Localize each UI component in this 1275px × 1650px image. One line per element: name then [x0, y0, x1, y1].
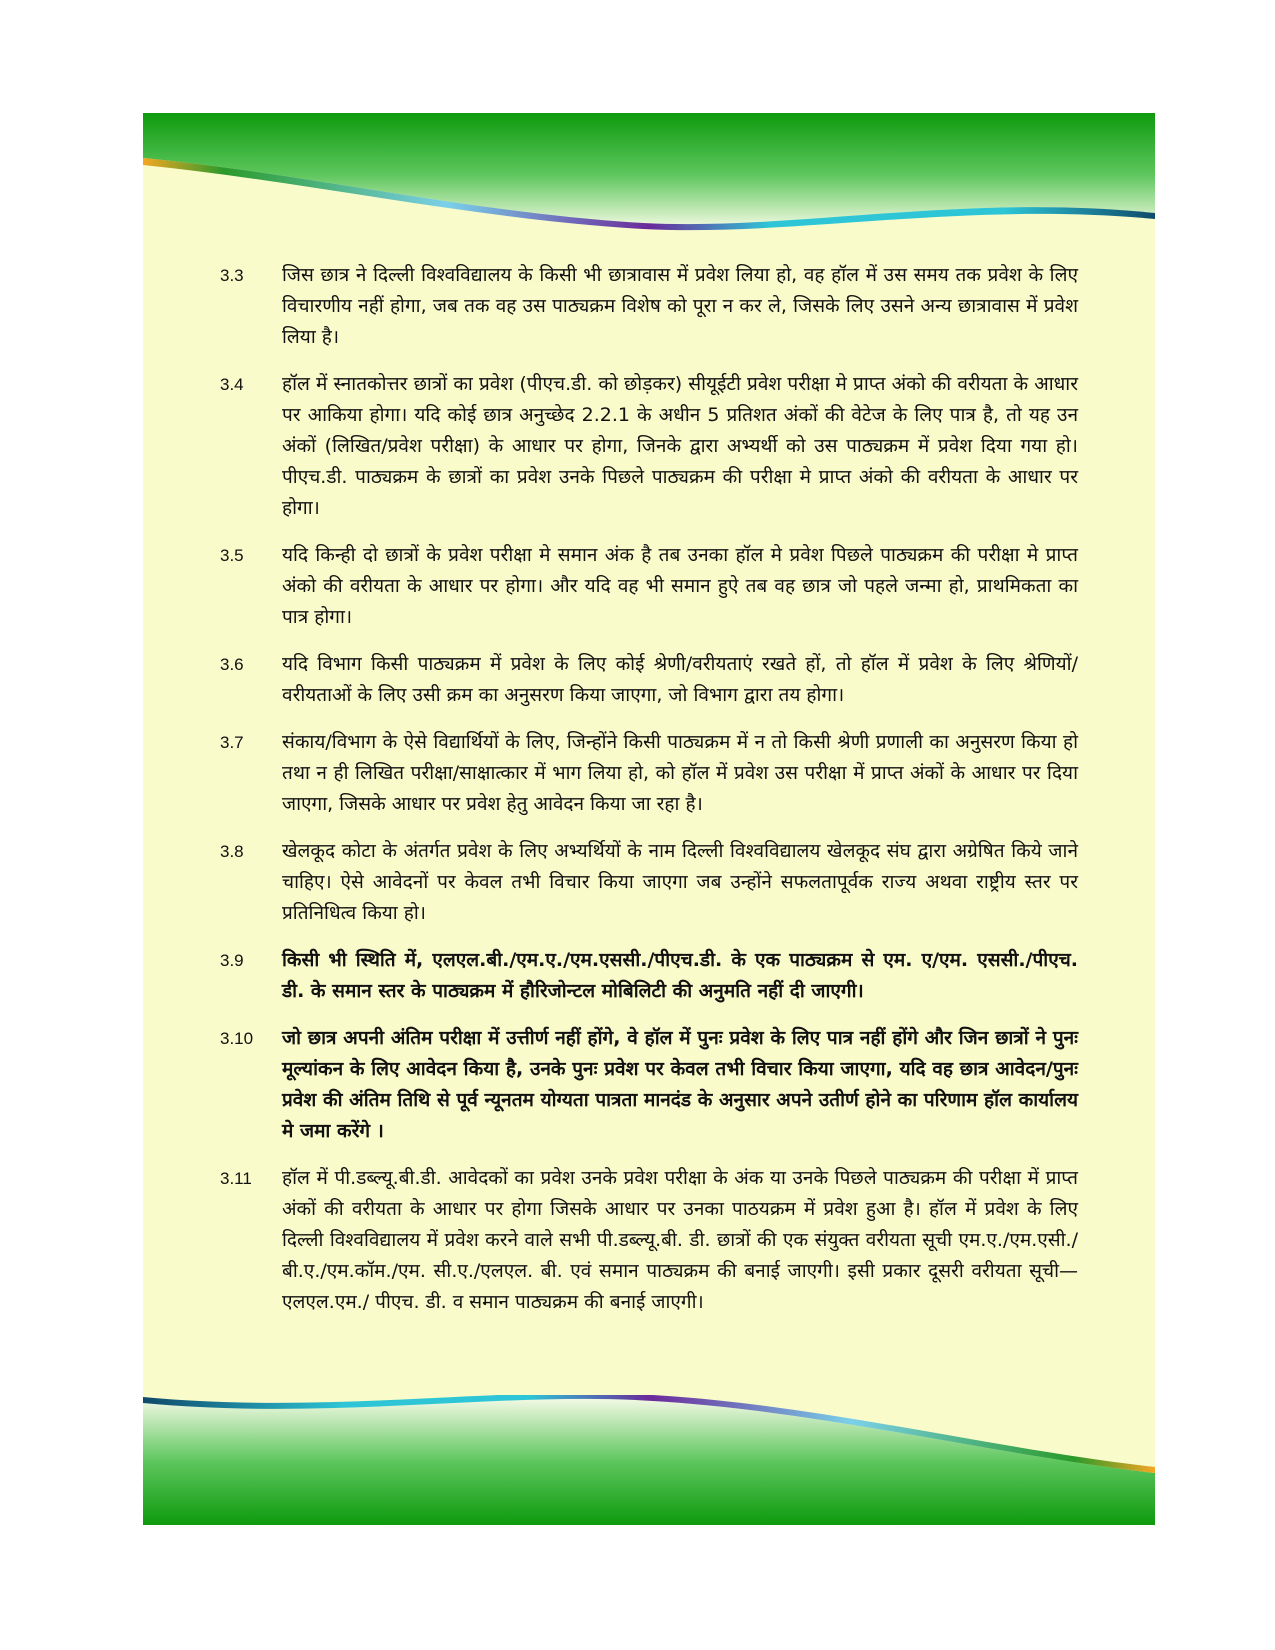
clause-number: 3.6	[220, 655, 244, 674]
clause-text: हॉल में स्नातकोत्तर छात्रों का प्रवेश (पीएच.डी. को छोड़कर) सीयूईटी प्रवेश परीक्षा मे प्राप्त अंको की वरीयता के आधार पर आकिया होगा। यदि कोई छात्र अनुच्छेद 2.2.1 के अधीन 5 प्रतिशत अंकों की वेटेज के लिए पात्र है, तो यह उन अंकों (लिखित/प्रवेश परीक्षा) के आधार पर होगा, जिनके द्वारा अभ्यर्थी को उस पाठ्यक्रम में प्रवेश दिया गया हो। पीएच.डी. पाठ्यक्रम के छात्रों का प्रवेश उनके पिछले पाठ्यक्रम की परीक्षा मे प्राप्त अंको की वरीयता के आधार पर होगा।	[282, 373, 1078, 519]
clause-3-7	[143, 727, 1155, 820]
clause-text: संकाय/विभाग के ऐसे विद्यार्थियों के लिए, जिन्होंने किसी पाठ्यक्रम में न तो किसी श्रेणी प्रणाली का अनुसरण किया हो तथा न ही लिखित परीक्षा/साक्षात्कार में भाग लिया हो, को हॉल में प्रवेश उस परीक्षा में प्राप्त अंकों के आधार पर दिया जाएगा, जिसके आधार पर प्रवेश हेतु आवेदन किया जा रहा है।	[282, 731, 1078, 815]
clause-text: यदि किन्ही दो छात्रों के प्रवेश परीक्षा मे समान अंक है तब उनका हॉल मे प्रवेश पिछले पाठ्यक्रम की परीक्षा मे प्राप्त अंको की वरीयता के आधार पर होगा। और यदि वह भी समान हुऐ तब वह छात्र जो पहले जन्मा हो, प्राथमिकता का पात्र होगा।	[282, 544, 1078, 628]
clause-3-11	[143, 1163, 1155, 1318]
clause-text: किसी भी स्थिति में, एलएल.बी./एम.ए./एम.एससी./पीएच.डी. के एक पाठ्यक्रम से एम. ए/एम. एससी./पीएच. डी. के समान स्तर के पाठ्यक्रम में हौरिजोन्टल मोबिलिटी की अनुमति नहीं दी जाएगी।	[282, 949, 1078, 1002]
clause-3-6	[143, 649, 1155, 711]
clause-number: 3.10	[220, 1029, 254, 1048]
page-frame	[143, 113, 1155, 1525]
clause-3-9	[143, 945, 1155, 1007]
clause-3-8	[143, 836, 1155, 929]
clause-number: 3.4	[220, 375, 244, 394]
clause-number: 3.11	[220, 1169, 252, 1188]
top-wave-banner	[143, 113, 1155, 233]
clause-number: 3.9	[220, 951, 244, 970]
clause-number: 3.3	[220, 266, 244, 285]
clause-text: जिस छात्र ने दिल्ली विश्वविद्यालय के किसी भी छात्रावास में प्रवेश लिया हो, वह हॉल में उस समय तक प्रवेश के लिए विचारणीय नहीं होगा, जब तक वह उस पाठ्यक्रम विशेष को पूरा न कर ले, जिसके लिए उसने अन्य छात्रावास में प्रवेश लिया है।	[282, 264, 1078, 348]
clause-number: 3.5	[220, 546, 244, 565]
clause-text: जो छात्र अपनी अंतिम परीक्षा में उत्तीर्ण नहीं होंगे, वे हॉल में पुनः प्रवेश के लिए पात्र नहीं होंगे और जिन छात्रों ने पुनः मूल्यांकन के लिए आवेदन किया है, उनके पुनः प्रवेश पर केवल तभी विचार किया जाएगा, यदि वह छात्र आवेदन/पुनः प्रवेश की अंतिम तिथि से पूर्व न्यूनतम योग्यता पात्रता मानदंड के अनुसार अपने उतीर्ण होने का परिणाम हॉल कार्यालय मे जमा करेंगे ।	[282, 1027, 1078, 1142]
clause-3-5	[143, 540, 1155, 633]
clause-text: हॉल में पी.डब्ल्यू.बी.डी. आवेदकों का प्रवेश उनके प्रवेश परीक्षा के अंक या उनके पिछले पाठ्यक्रम की परीक्षा में प्राप्त अंकों की वरीयता के आधार पर होगा जिसके आधार पर उनका पाठयक्रम में प्रवेश हुआ है। हॉल में प्रवेश के लिए दिल्ली विश्वविद्यालय में प्रवेश करने वाले सभी पी.डब्ल्यू.बी. डी. छात्रों की एक संयुक्त वरीयता सूची एम.ए./एम.एसी./बी.ए./एम.कॉम./एम. सी.ए./एलएल. बी. एवं समान पाठ्यक्रम की बनाई जाएगी। इसी प्रकार दूसरी वरीयता सूची—एलएल.एम./ पीएच. डी. व समान पाठ्यक्रम की बनाई जाएगी।	[282, 1167, 1078, 1313]
clause-3-10	[143, 1023, 1155, 1147]
clause-text: यदि विभाग किसी पाठ्यक्रम में प्रवेश के लिए कोई श्रेणी/वरीयताएं रखते हों, तो हॉल में प्रवेश के लिए श्रेणियों/वरीयताओं के लिए उसी क्रम का अनुसरण किया जाएगा, जो विभाग द्वारा तय होगा।	[282, 653, 1078, 706]
clause-3-4	[143, 369, 1155, 524]
clause-3-3	[143, 260, 1155, 353]
bottom-wave-banner	[143, 1395, 1155, 1525]
clause-number: 3.7	[220, 733, 244, 752]
clause-number: 3.8	[220, 842, 244, 861]
clause-text: खेलकूद कोटा के अंतर्गत प्रवेश के लिए अभ्यर्थियों के नाम दिल्ली विश्वविद्यालय खेलकूद संघ द्वारा अग्रेषित किये जाने चाहिए। ऐसे आवेदनों पर केवल तभी विचार किया जाएगा जब उन्होंने सफलतापूर्वक राज्य अथवा राष्ट्रीय स्तर पर प्रतिनिधित्व किया हो।	[282, 840, 1078, 924]
clause-list	[143, 260, 1155, 1334]
